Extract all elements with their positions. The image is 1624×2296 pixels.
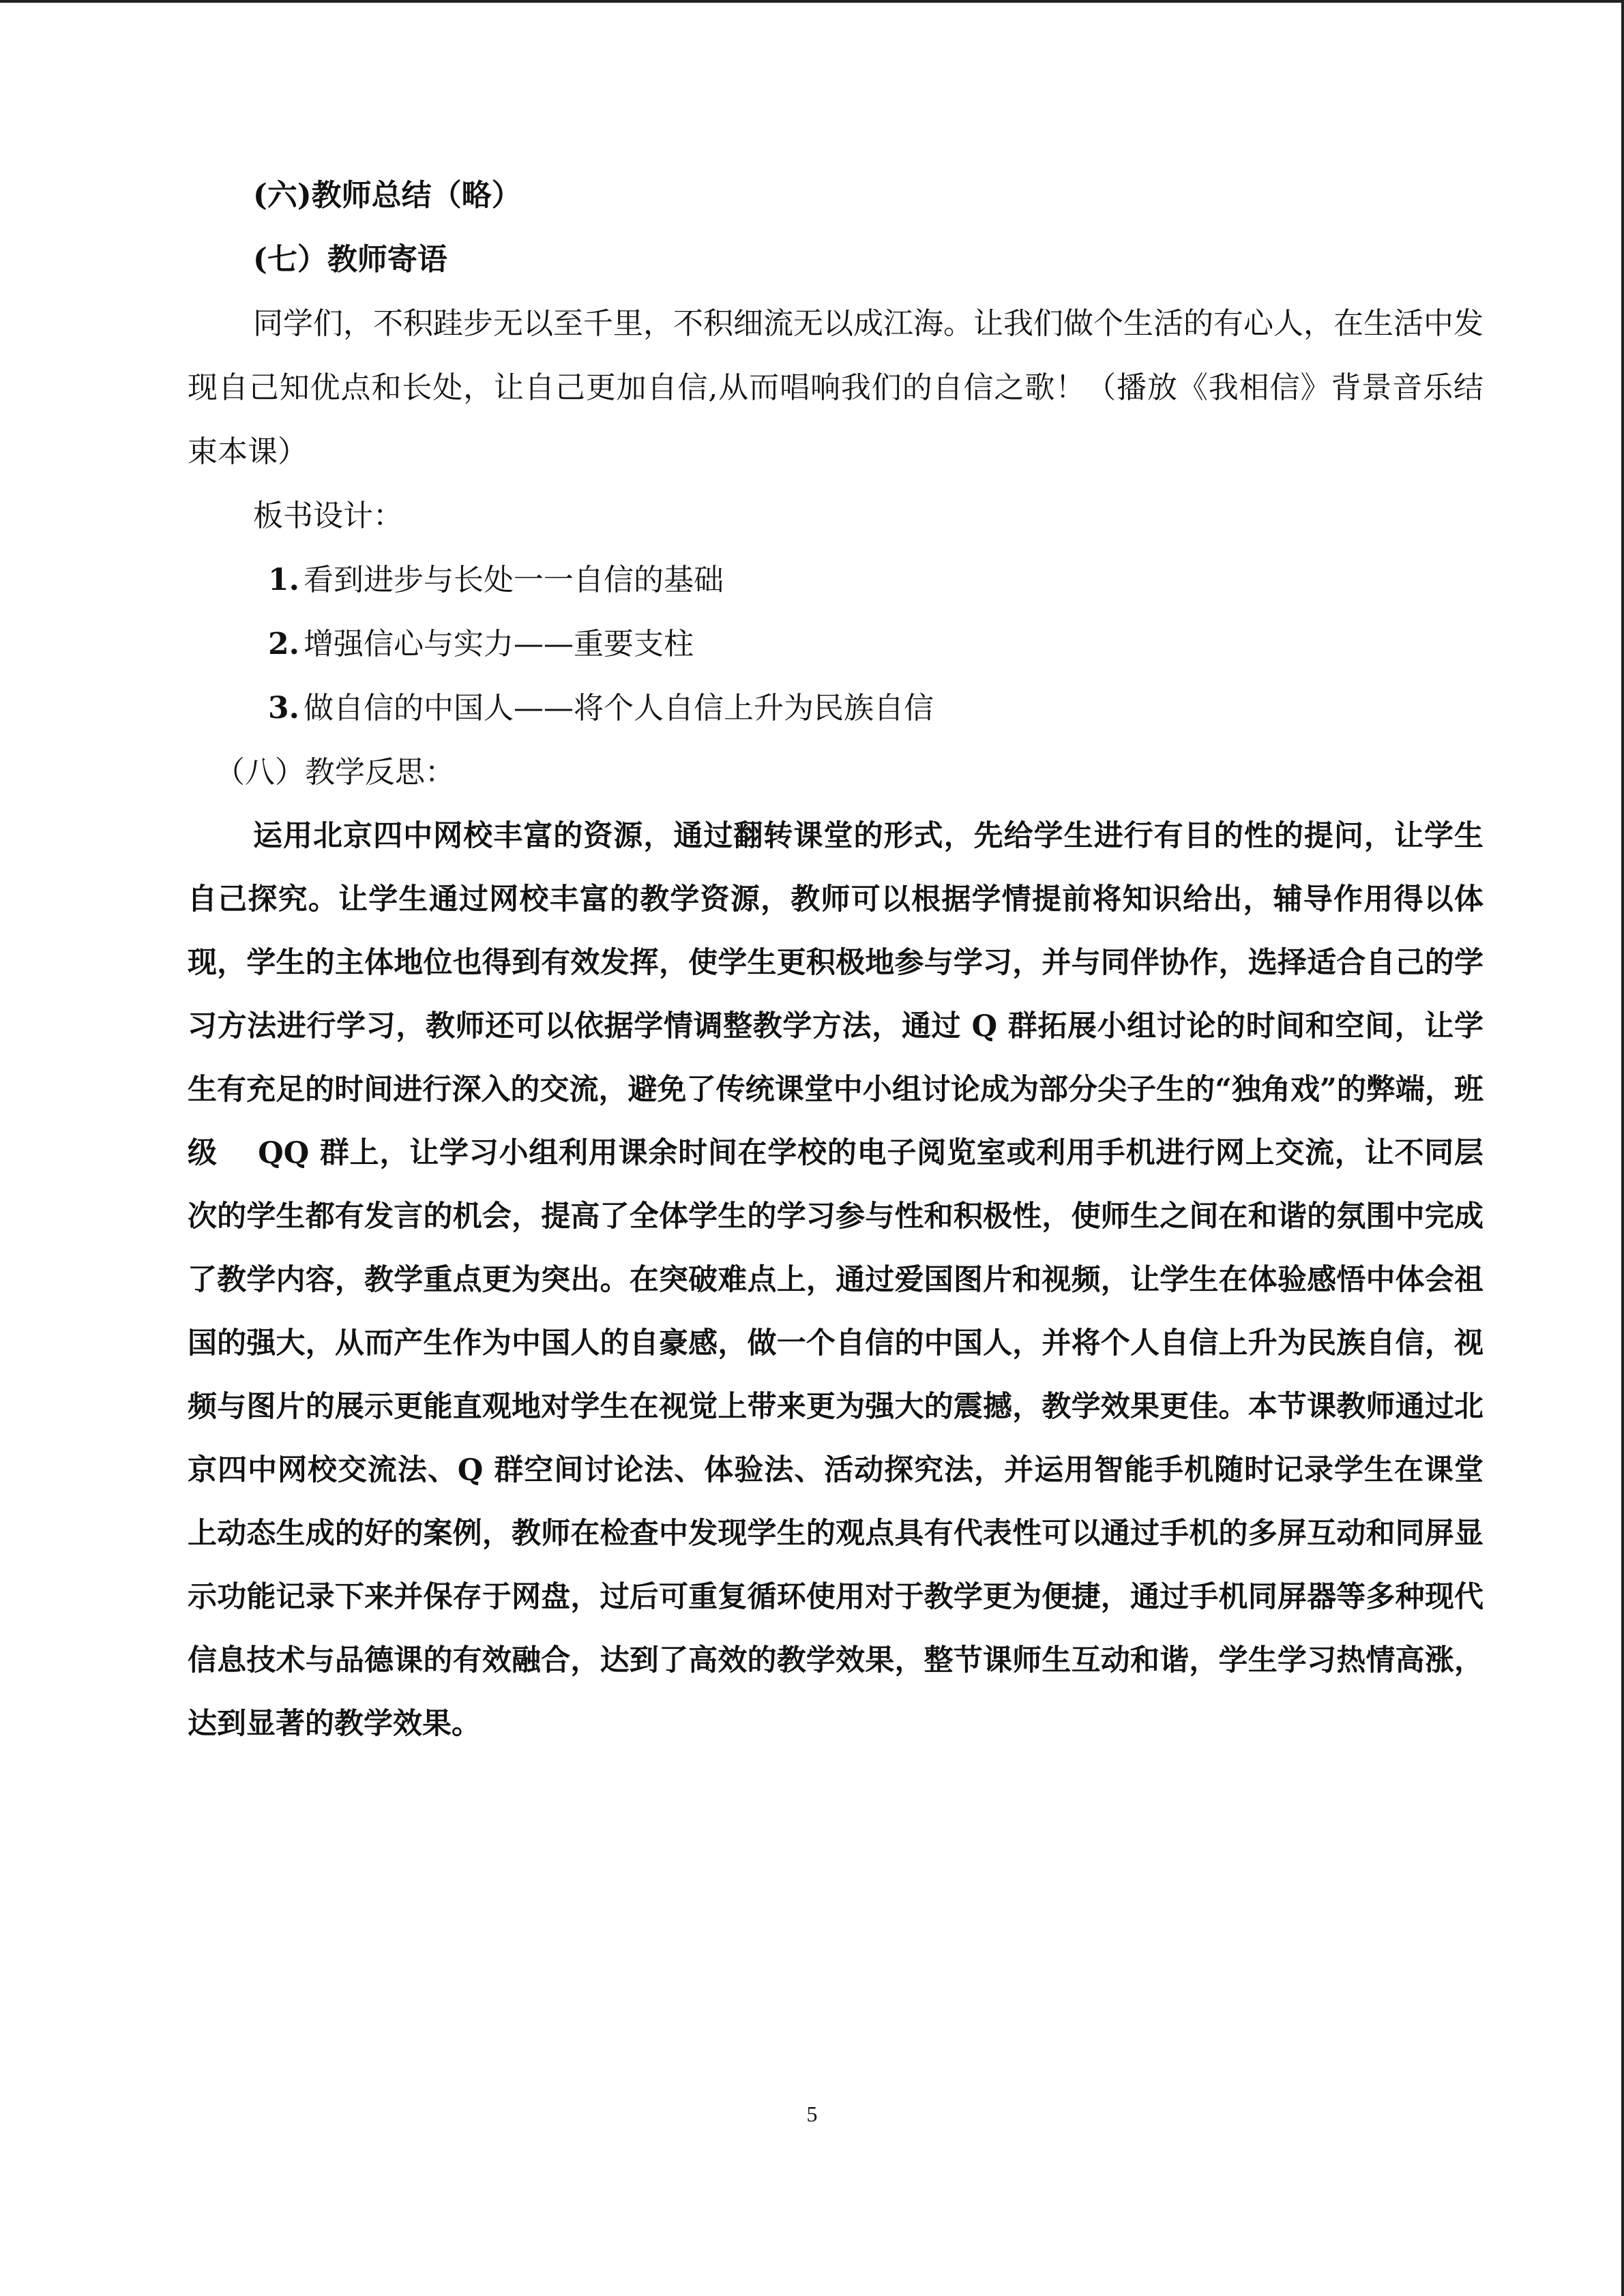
teacher-summary-heading: (六)教师总结（略） (253, 178, 522, 213)
page-right-border (1621, 0, 1624, 2296)
board-item-text: 做自信的中国人——将个人自信上升为民族自信 (304, 691, 934, 726)
board-item-number: 1. (268, 563, 299, 597)
board-item-text: 增强信心与实力——重要支柱 (304, 627, 694, 661)
teaching-reflection-text: 运用北京四中网校丰富的资源，通过翻转课堂的形式，先给学生进行有目的性的提问，让学生自己探究。让学生通过网校丰富的教学资源，教师可以根据学情提前将知识给出，辅导作用得以体现，学生的主体地位也得到有效发挥，使学生更积极地参与学习，并与同伴协作，选择适合自己的学习方法进行学习，教师还可以依据学情调整教学方法，通过 Q 群拓展小组讨论的时间和空间，让学生有充足的时间进行深入的交流，避免了传统课堂中小组讨论成为部分尖子生的“独角戏”的弊端，班级 QQ 群上，让学习小组利用课余时间在学校的电子阅览室或利用手机进行网上交流，让不同层次的学生都有发言的机会，提高了全体学生的学习参与性和积极性，使师生之间在和谐的氛围中完成了教学内容，教学重点更为突出。在突破难点上，通过爱国图片和视频，让学生在体验感悟中体会祖国的强大，从而产生作为中国人的自豪感，做一个自信的中国人，并将个人自信上升为民族自信，视频与图片的展示更能直观地对学生在视觉上带来更为强大的震撼，教学效果更佳。本节课教师通过北京四中网校交流法、Q 群空间讨论法、体验法、活动探究法，并运用智能手机随时记录学生在课堂上动态生成的好的案例，教师在检查中发现学生的观点具有代表性可以通过手机的多屏互动和同屏显示功能记录下来并保存于网盘，过后可重复循环使用对于教学更为便捷，通过手机同屏器等多种现代信息技术与品德课的有效融合，达到了高效的教学效果，整节课师生互动和谐，学生学习热情高涨，达到显著的教学效果。 (188, 819, 1483, 1741)
teacher-message-text: 同学们，不积跬步无以至千里，不积细流无以成江海。让我们做个生活的有心人，在生活中发现自己知优点和长处，让自己更加自信,从而唱响我们的自信之歌！（播放《我相信》背景音乐结束本课） (188, 306, 1483, 469)
board-item-text: 看到进步与长处一一自信的基础 (304, 563, 724, 597)
page-top-border (0, 0, 1624, 3)
teaching-reflection-heading: （八）教学反思： (215, 755, 455, 790)
board-item-number: 3. (268, 691, 299, 726)
teacher-message-heading: (七）教师寄语 (253, 242, 447, 277)
board-design-heading: 板书设计： (253, 498, 403, 533)
page-number: 5 (806, 2102, 818, 2126)
board-item-3 (188, 676, 1483, 741)
board-item-number: 2. (268, 627, 299, 661)
page-content (188, 164, 1483, 1756)
board-item-1 (188, 548, 1483, 612)
board-item-2 (188, 612, 1483, 676)
